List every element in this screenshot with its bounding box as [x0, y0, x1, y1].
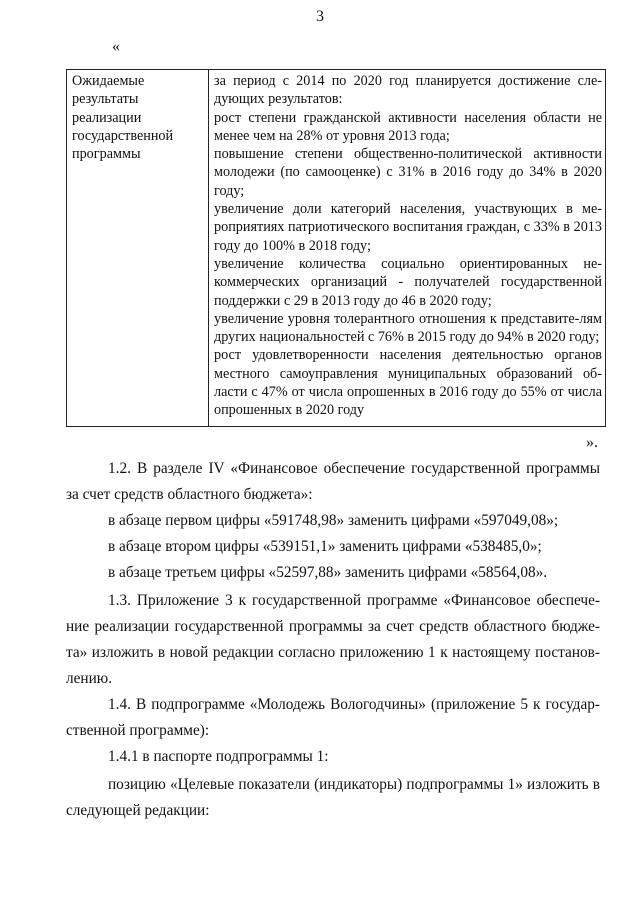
expected-result-item: повышение степени общественно-политической активности молодежи (по самооценке) с 31% в 2016 году до 34% в 2020 году; — [214, 146, 602, 199]
opening-quote-mark: « — [112, 38, 120, 55]
expected-result-item: рост удовлетворенности населения деятельностью органов местного самоуправления муниципальных образований об-ласти с 47% от числа опрошенных в 2016 году до 55% от числа опрошенных в 2020 году — [214, 347, 602, 419]
expected-result-item: рост степени гражданской активности населения области не менее чем на 28% от уровня 2013 года; — [214, 109, 602, 144]
passport-content-cell — [209, 70, 606, 427]
expected-result-item: увеличение доли категорий населения, участвующих в ме-роприятиях патриотического воспитания граждан, с 33% в 2013 году до 100% в 2018 году; — [214, 201, 602, 254]
expected-result-item: увеличение уровня толерантного отношения к представите-лям других национальностей с 76% в 2015 году до 94% в 2020 году; — [214, 310, 602, 346]
page-number: 3 — [316, 8, 324, 25]
passport-label-cell: Ожидаемые результаты реализации государственной программы — [67, 70, 209, 427]
paragraph-1-2-first-item: в абзаце первом цифры «591748,98» заменить цифрами «597049,08»; — [108, 512, 559, 529]
paragraph-1-2: 1.2. В разделе IV «Финансовое обеспечение государственной программы за счет средств областного бюджета»: — [66, 460, 600, 503]
closing-quote-mark: ». — [586, 434, 598, 451]
paragraph-1-4-1: 1.4.1 в паспорте подпрограммы 1: — [108, 748, 329, 765]
paragraph-1-2-second-item: в абзаце втором цифры «539151,1» заменить цифрами «538485,0»; — [108, 538, 542, 555]
expected-result-item: увеличение количества социально ориентированных не-коммерческих организаций - получателей государственной поддержки с 29 в 2013 году до 46 в 2020 году; — [214, 255, 602, 309]
paragraph-1-4-1-item: позицию «Целевые показатели (индикаторы) подпрограммы 1» изложить в следующей редакции: — [66, 776, 600, 819]
paragraph-1-4: 1.4. В подпрограмме «Молодежь Вологодчины» (приложение 5 к государ-ственной программе): — [66, 696, 600, 739]
expected-results-intro: за период с 2014 по 2020 год планируется достижение сле-дующих результатов: — [214, 73, 602, 108]
table-row — [67, 70, 606, 427]
paragraph-1-2-third-item: в абзаце третьем цифры «52597,88» заменить цифрами «58564,08». — [108, 564, 548, 581]
program-passport-table — [66, 69, 606, 427]
paragraph-1-3: 1.3. Приложение 3 к государственной программе «Финансовое обеспече-ние реализации государственной программы за счет средств областного бюдже-та» изложить в новой редакции согласно приложению 1 к настоящему постанов-лению. — [66, 592, 600, 687]
